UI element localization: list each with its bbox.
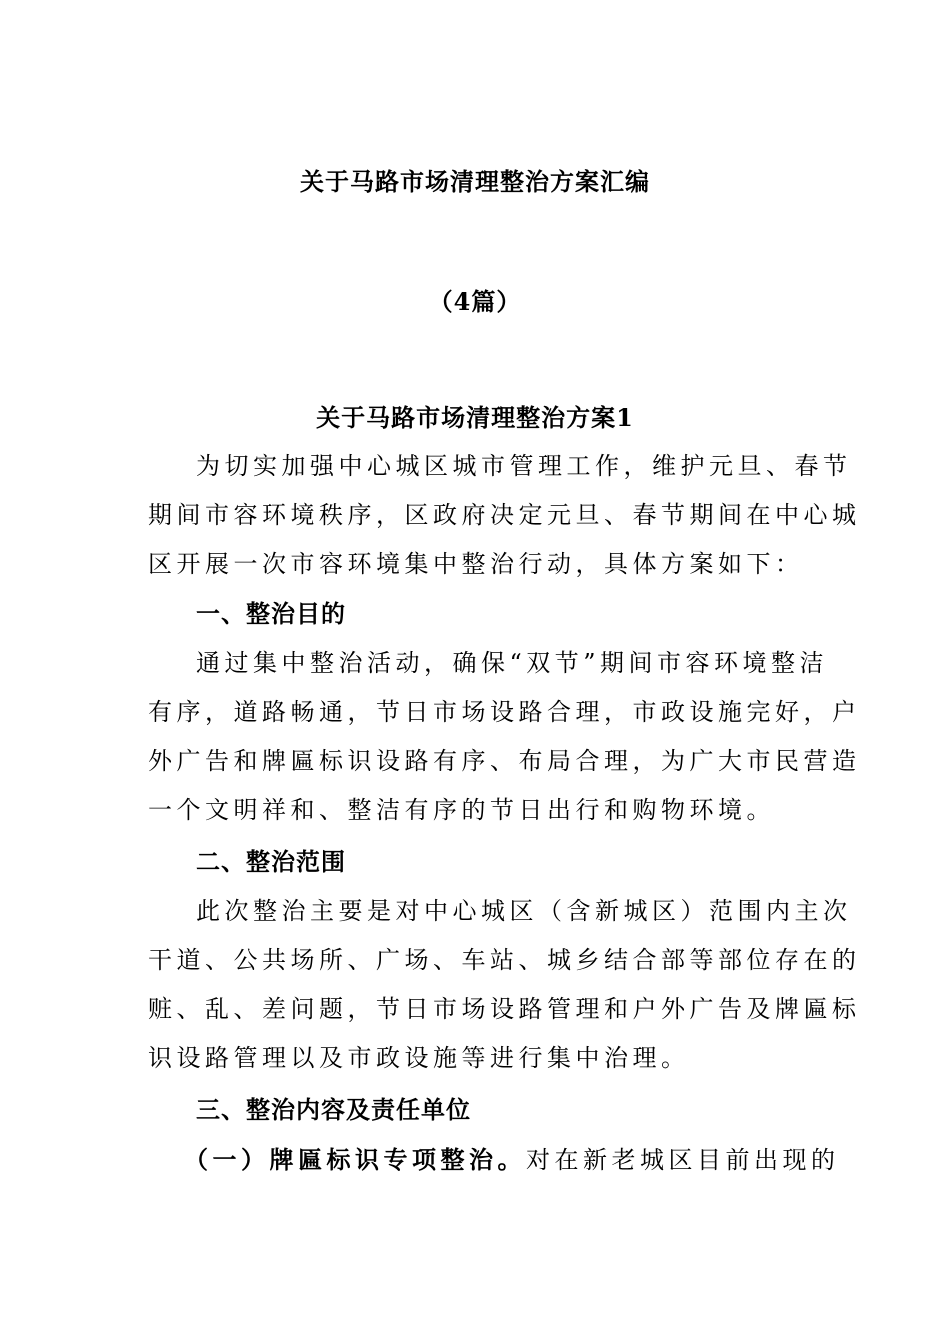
text-line: 区开展一次市容环境集中整治行动，具体方案如下： [148,550,804,578]
text-line: 此次整治主要是对中心城区（含新城区）范围内主次 [196,897,852,925]
text-line: 为切实加强中心城区城市管理工作，维护元旦、春节 [196,452,852,480]
document-subtitle: （4篇） [428,287,522,316]
text-line: 一个文明祥和、整洁有序的节日出行和购物环境。 [148,796,775,824]
text-line: 通过集中整治活动，确保“双节”期间市容环境整洁 [196,649,829,677]
section-title: 关于马路市场清理整治方案1 [316,403,634,432]
text-line: 有序，道路畅通，节日市场设路合理，市政设施完好，户 [148,698,861,726]
text-line: 期间市容环境秩序，区政府决定元旦、春节期间在中心城 [148,501,861,529]
text-line [148,1135,840,1185]
text-line: 外广告和牌匾标识设路有序、布局合理，为广大市民营造 [148,747,861,775]
subheading-signage: （一）牌匾标识专项整治。 [184,1145,526,1174]
text-line: 识设路管理以及市政设施等进行集中治理。 [148,1044,690,1072]
heading-purpose: 一、整治目的 [196,599,346,628]
text-line: 干道、公共场所、广场、车站、城乡结合部等部位存在的 [148,946,861,974]
text-run: 对在新老城区目前出现的 [526,1146,840,1174]
purpose-paragraph [148,639,861,835]
heading-content-responsibility: 三、整治内容及责任单位 [196,1095,471,1124]
content-paragraph [148,1135,840,1185]
text-line: 赃、乱、差问题，节日市场设路管理和户外广告及牌匾标 [148,995,861,1023]
intro-paragraph [148,442,861,589]
heading-scope: 二、整治范围 [196,847,346,876]
scope-paragraph [148,887,861,1083]
document-title: 关于马路市场清理整治方案汇编 [300,167,650,196]
